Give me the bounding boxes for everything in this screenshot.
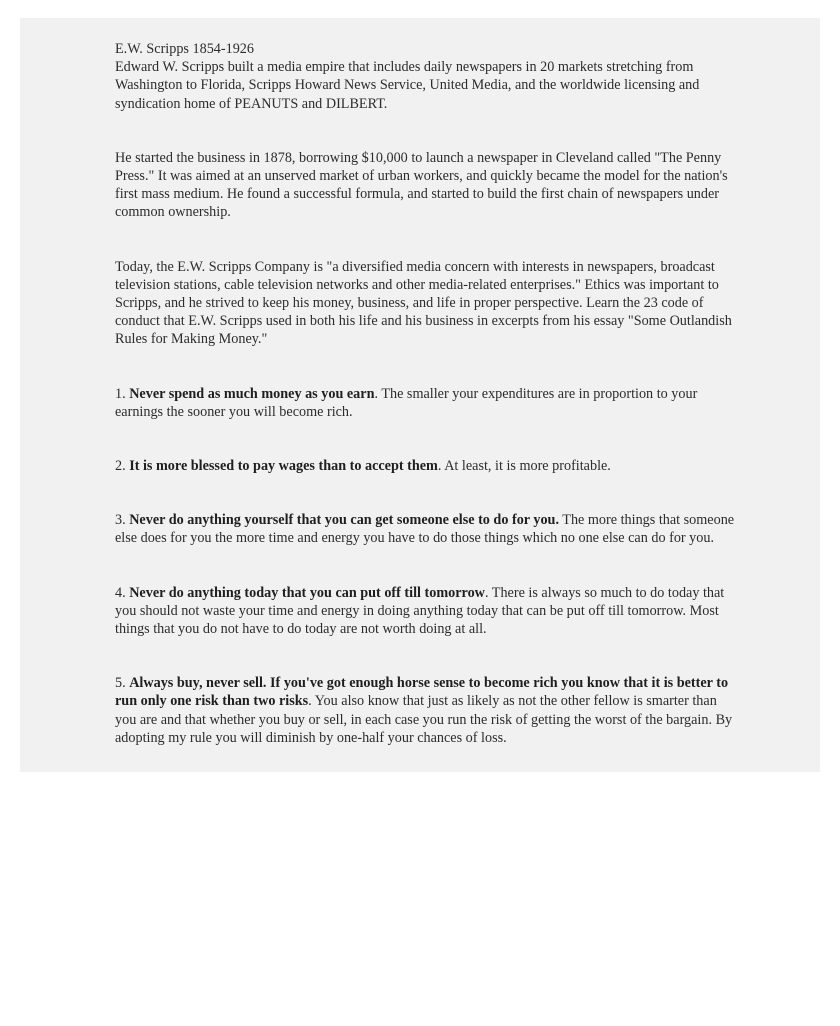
rule-number: 4. — [115, 584, 126, 601]
paragraph-spacer — [115, 113, 735, 149]
blank-preview-area — [20, 772, 820, 978]
paragraph-spacer — [115, 475, 735, 511]
document-heading: E.W. Scripps 1854-1926 — [115, 41, 254, 57]
paragraph-spacer — [115, 222, 735, 258]
rule-body: You also know that just as likely as not the other fellow is smarter than you are and that whether you buy or sell, in each case you run the risk of getting the worst of the bargain. By adopting my rule you will diminish by one-half your chances of loss. — [115, 693, 733, 746]
history-paragraph: He started the business in 1878, borrowing $10,000 to launch a newspaper in Cleveland called "The Penny Press." It was aimed at an unserved market of urban workers, and quickly became the model for the nation's first mass medium. He found a successful formula, and started to build the first chain of newspapers under common ownership. — [115, 149, 728, 221]
rule-item — [115, 511, 735, 547]
today-paragraph: Today, the E.W. Scripps Company is "a diversified media concern with interests in newspapers, broadcast television stations, cable television networks and other media-related enterprises." Ethics was important to Scripps, and he strived to keep his money, business, and life in proper perspective. Learn the 23 code of conduct that E.W. Scripps used in both his life and his business in excerpts from his essay "Some Outlandish Rules for Making Money." — [115, 258, 732, 348]
rule-body: The smaller your expenditures are in proportion to your earnings the sooner you will become rich. — [115, 385, 698, 420]
rule-number: 2. — [115, 458, 126, 475]
rule-body: There is always so much to do today that you should not waste your time and energy in doing anything today that can be put off till tomorrow. Most things that you do not have to do today are not worth doing at all. — [115, 584, 725, 638]
paragraph-spacer — [115, 421, 735, 457]
rule-title: Always buy, never sell. If you've got enough horse sense to become rich you know that it is better to run only one risk than two risks — [115, 675, 729, 710]
rule-title: Never do anything today that you can put off till tomorrow — [129, 584, 485, 601]
rule-item: 4. Never do anything today that you can put off till tomorrow. There is always so much to do today that you should not waste your time and energy in doing anything today that can be put off till tomorrow. Most things that you do not have to do today are not worth doing at all. — [115, 584, 725, 638]
document-content — [115, 40, 735, 747]
rule-title: Never do anything yourself that you can get someone else to do for you. — [129, 512, 559, 529]
rule-title: It is more blessed to pay wages than to accept them — [129, 458, 438, 475]
intro-paragraph: Edward W. Scripps built a media empire that includes daily newspapers in 20 markets stretching from Washington to Florida, Scripps Howard News Service, United Media, and the worldwide licensing and syndication home of PEANUTS and DILBERT. — [115, 59, 700, 112]
rule-number: 5. — [115, 675, 126, 692]
rule-number: 1. — [115, 385, 126, 402]
rule-item: 1. Never spend as much money as you earn. The smaller your expenditures are in proportion to your earnings the sooner you will become rich. — [115, 385, 698, 420]
rule-body: At least, it is more profitable. — [444, 458, 611, 475]
rule-body: The more things that someone else does for you the more time and energy you have to do those things which no one else can do for you. — [115, 512, 735, 547]
rule-title: Never spend as much money as you earn — [129, 385, 375, 402]
paragraph-spacer — [115, 638, 735, 674]
rule-item: 5. Always buy, never sell. If you've got enough horse sense to become rich you know that it is better to run only one risk than two risks. You also know that just as likely as not the other fellow is smarter than you are and that whether you buy or sell, in each case you run the risk of getting the worst of the bargain. By adopting my rule you will diminish by one-half your chances of loss. — [115, 675, 733, 746]
rule-item: 2. It is more blessed to pay wages than to accept them. At least, it is more profitable. — [115, 458, 611, 475]
paragraph-spacer — [115, 349, 735, 385]
paragraph-spacer — [115, 548, 735, 584]
rule-number: 3. — [115, 512, 126, 529]
document-text-area — [20, 20, 820, 772]
